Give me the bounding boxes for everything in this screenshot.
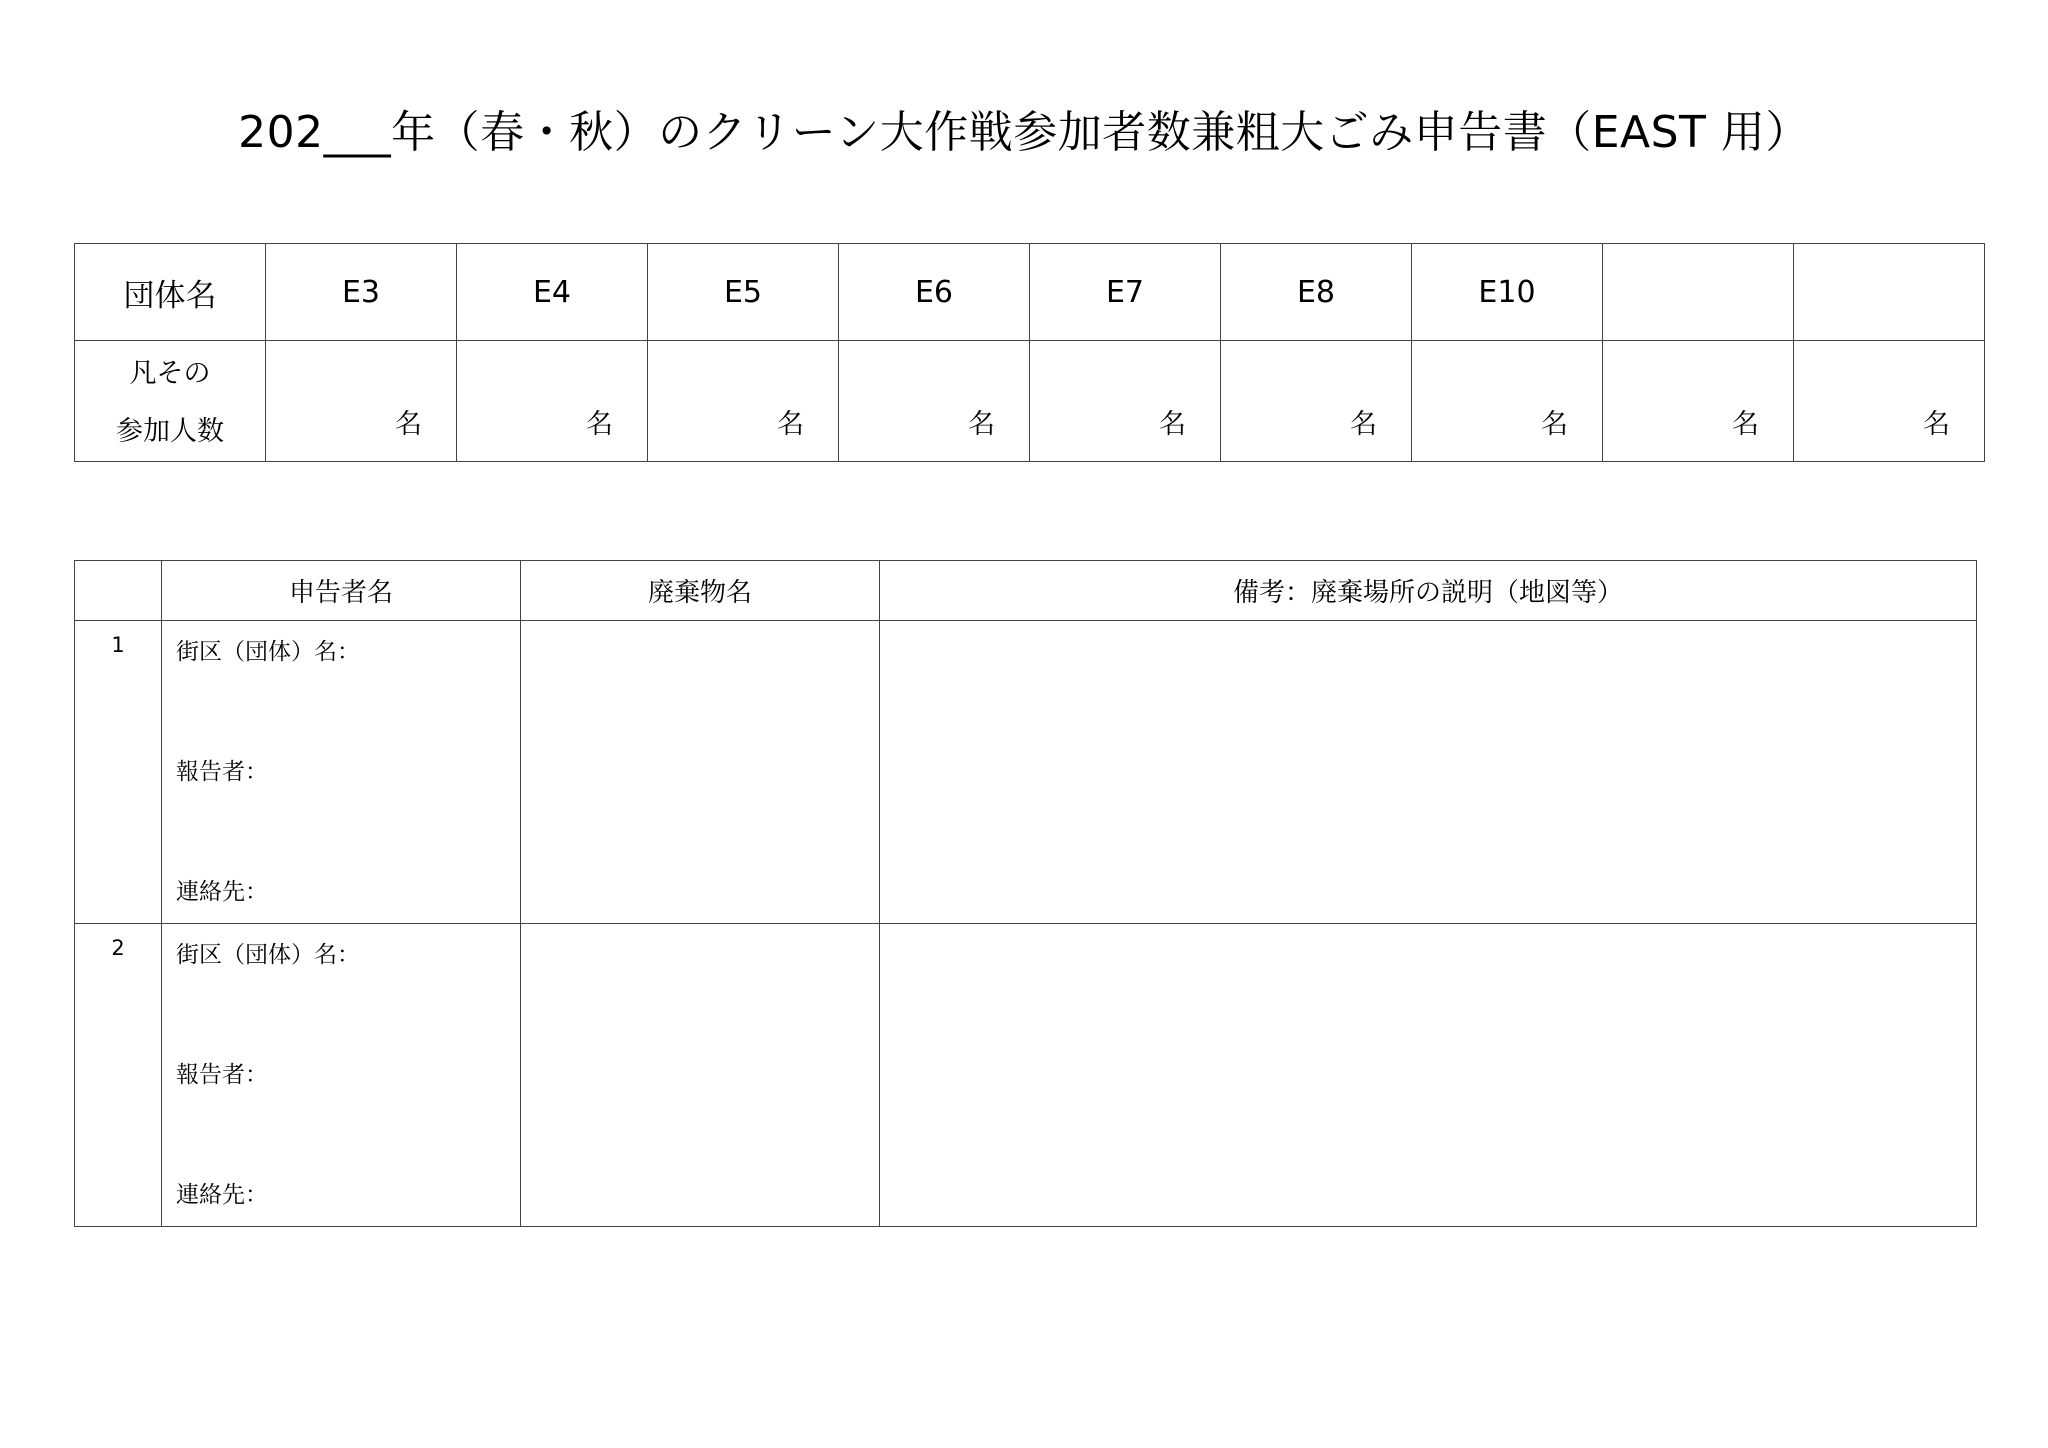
- participant-count-cell[interactable]: [648, 341, 839, 462]
- reporter-cell[interactable]: [162, 924, 521, 1227]
- unit-label: 名: [1732, 409, 1759, 440]
- participant-count-row: [75, 341, 1985, 462]
- row-number: [75, 621, 162, 924]
- contact-field: 連絡先：: [176, 1182, 268, 1208]
- group-cell: E3: [266, 244, 457, 341]
- group-cell[interactable]: [1794, 244, 1985, 341]
- row-number-label: 1: [111, 633, 125, 657]
- group-cell[interactable]: [1603, 244, 1794, 341]
- unit-label: 名: [968, 409, 995, 440]
- unit-label: 名: [777, 409, 804, 440]
- row-number-label: 2: [111, 936, 125, 960]
- participant-count-cell[interactable]: [1221, 341, 1412, 462]
- report-entry-row: [75, 924, 1977, 1227]
- report-entry-row: [75, 621, 1977, 924]
- unit-label: 名: [1159, 409, 1186, 440]
- group-cell: E4: [457, 244, 648, 341]
- block-name-field: 街区（団体）名：: [176, 942, 360, 968]
- reporter-name-header: 申告者名: [162, 561, 521, 621]
- participant-count-header: [75, 341, 266, 462]
- participant-count-cell[interactable]: [266, 341, 457, 462]
- notes-cell[interactable]: [880, 621, 1977, 924]
- unit-label: 名: [1350, 409, 1377, 440]
- reporter-field: 報告者：: [176, 759, 268, 785]
- unit-label: 名: [1541, 409, 1568, 440]
- block-name-field: 街区（団体）名：: [176, 639, 360, 665]
- group-name-header: 団体名: [75, 244, 266, 341]
- unit-label: 名: [395, 409, 422, 440]
- report-header-row: [75, 561, 1977, 621]
- count-label-participants: 参加人数: [116, 416, 224, 447]
- group-cell: E5: [648, 244, 839, 341]
- participant-count-cell[interactable]: [1412, 341, 1603, 462]
- row-number: [75, 924, 162, 1227]
- participants-table: [74, 243, 1985, 462]
- reporter-cell[interactable]: [162, 621, 521, 924]
- participant-count-cell[interactable]: [1794, 341, 1985, 462]
- waste-item-header: 廃棄物名: [521, 561, 880, 621]
- notes-header: 備考：廃棄場所の説明（地図等）: [880, 561, 1977, 621]
- participant-count-cell[interactable]: [1030, 341, 1221, 462]
- count-label-approx: 凡その: [129, 358, 211, 389]
- row-number-header: [75, 561, 162, 621]
- reporter-field: 報告者：: [176, 1062, 268, 1088]
- group-cell: E8: [1221, 244, 1412, 341]
- waste-item-cell[interactable]: [521, 924, 880, 1227]
- unit-label: 名: [1923, 409, 1950, 440]
- group-cell: E7: [1030, 244, 1221, 341]
- group-name-row: [75, 244, 1985, 341]
- contact-field: 連絡先：: [176, 879, 268, 905]
- unit-label: 名: [586, 409, 613, 440]
- notes-cell[interactable]: [880, 924, 1977, 1227]
- participant-count-cell[interactable]: [457, 341, 648, 462]
- page-title: 202___年（春・秋）のクリーン大作戦参加者数兼粗大ごみ申告書（EAST 用）: [238, 107, 1810, 158]
- participant-count-cell[interactable]: [839, 341, 1030, 462]
- group-cell: E6: [839, 244, 1030, 341]
- group-cell: E10: [1412, 244, 1603, 341]
- participant-count-cell[interactable]: [1603, 341, 1794, 462]
- bulky-waste-report-table: [74, 560, 1977, 1227]
- waste-item-cell[interactable]: [521, 621, 880, 924]
